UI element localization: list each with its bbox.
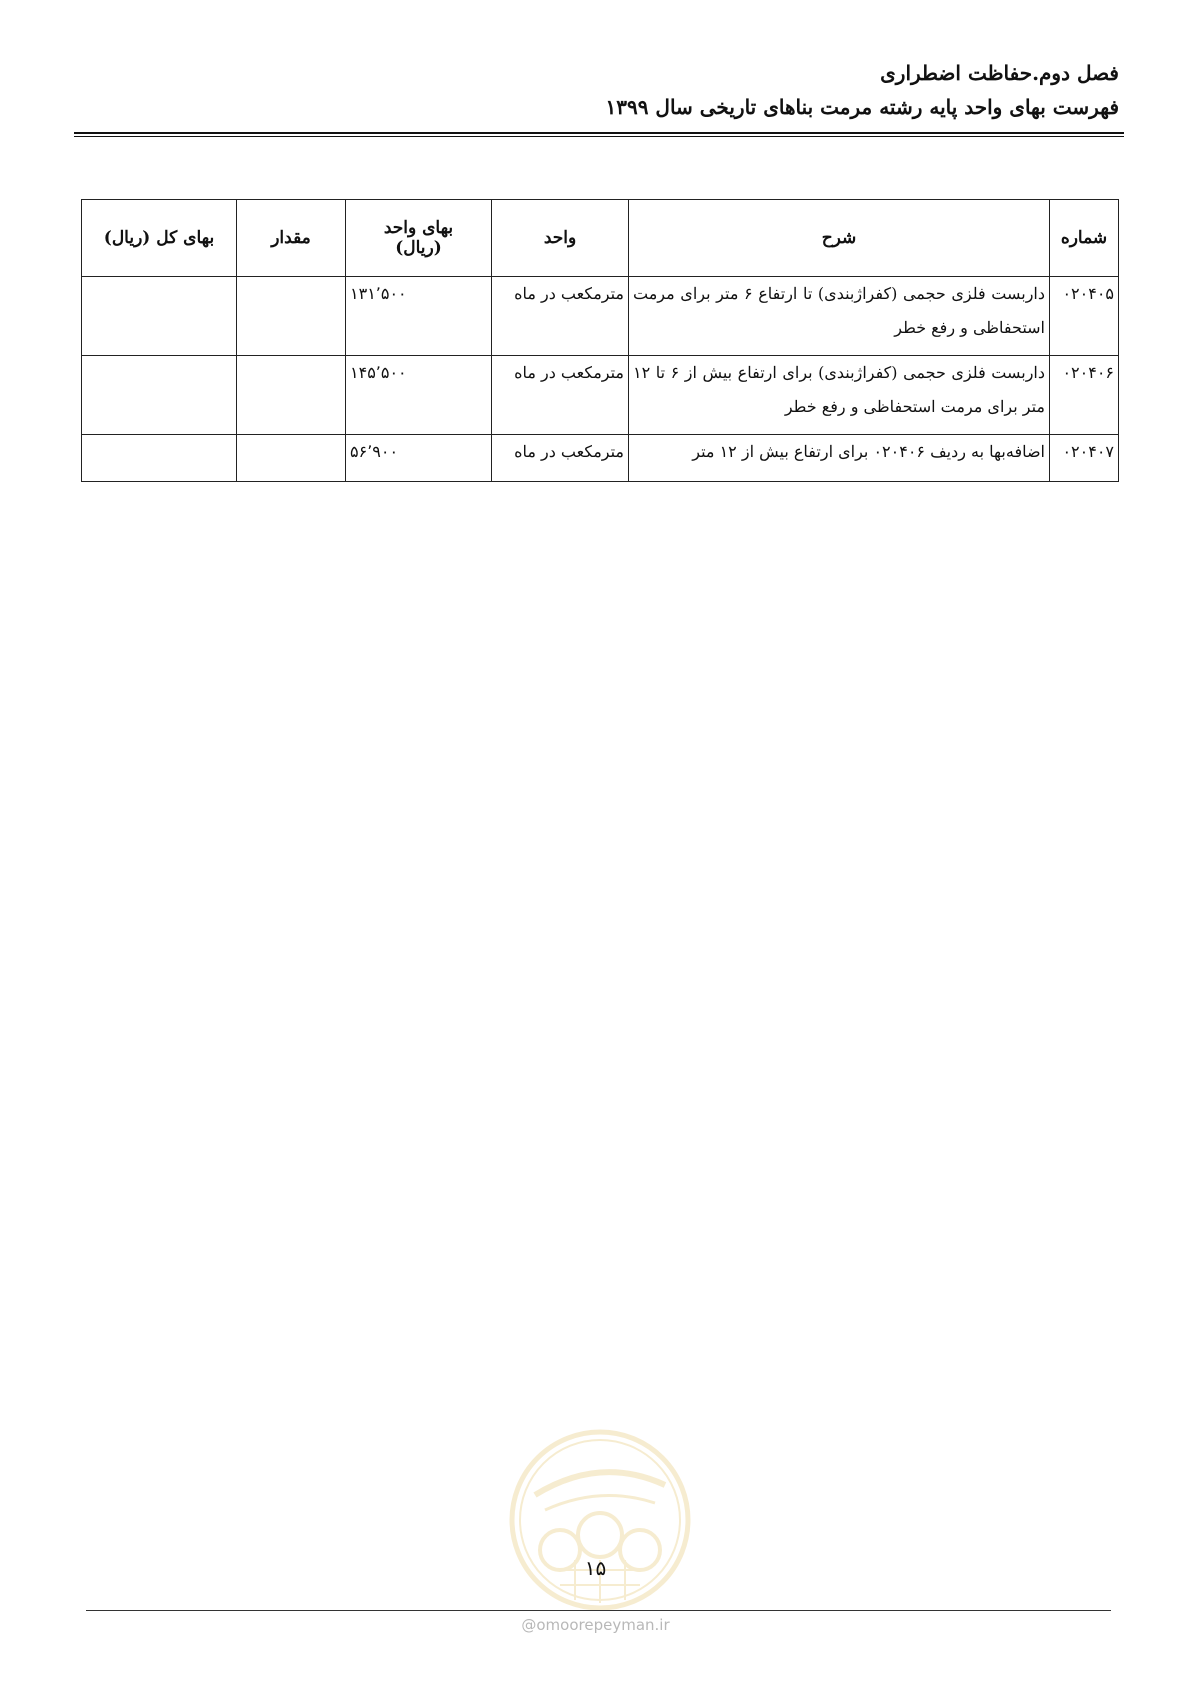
page-number: ۱۵ — [584, 1556, 607, 1580]
row-unit: مترمکعب در ماه — [492, 356, 629, 435]
table-row — [82, 435, 1119, 482]
col-unit-header: واحد — [492, 200, 629, 277]
unit-price-label: بهای واحد — [383, 218, 454, 238]
col-total-header: بهای کل (ریال) — [82, 200, 237, 277]
row-number: ۰۲۰۴۰۵ — [1050, 277, 1119, 356]
row-description: اضافه‌بها به ردیف ۰۲۰۴۰۶ برای ارتفاع بیش از ۱۲ متر — [629, 435, 1050, 482]
row-total-price — [82, 356, 237, 435]
row-number: ۰۲۰۴۰۷ — [1050, 435, 1119, 482]
table-row — [82, 356, 1119, 435]
col-unit-price-header — [346, 200, 492, 277]
document-title: فهرست بهای واحد پایه رشته مرمت بناهای تاریخی سال ۱۳۹۹ — [605, 95, 1119, 119]
chapter-title: فصل دوم.حفاظت اضطراری — [880, 61, 1119, 85]
row-description: داربست فلزی حجمی (کفراژبندی) برای ارتفاع بیش از ۶ تا ۱۲ متر برای مرمت استحفاظی و رفع خطر — [629, 356, 1050, 435]
footer-rule — [86, 1610, 1111, 1611]
row-unit-price: ۵۶٬۹۰۰ — [346, 435, 492, 482]
col-number-header: شماره — [1050, 200, 1119, 277]
row-quantity — [237, 277, 346, 356]
row-unit-price: ۱۳۱٬۵۰۰ — [346, 277, 492, 356]
unit-price-currency: (ریال) — [395, 238, 442, 258]
row-quantity — [237, 435, 346, 482]
seal-watermark-icon — [505, 1425, 695, 1615]
row-description: داربست فلزی حجمی (کفراژبندی) تا ارتفاع ۶ متر برای مرمت استحفاظی و رفع خطر — [629, 277, 1050, 356]
row-unit-price: ۱۴۵٬۵۰۰ — [346, 356, 492, 435]
row-total-price — [82, 277, 237, 356]
row-number: ۰۲۰۴۰۶ — [1050, 356, 1119, 435]
col-quantity-header: مقدار — [237, 200, 346, 277]
website-watermark: @omoorepeyman.ir — [521, 1616, 670, 1634]
header-rule — [74, 132, 1124, 137]
row-unit: مترمکعب در ماه — [492, 435, 629, 482]
table-row — [82, 277, 1119, 356]
col-description-header: شرح — [629, 200, 1050, 277]
price-table — [81, 199, 1119, 482]
table-header-row — [82, 200, 1119, 277]
page-header — [69, 56, 1119, 124]
row-unit: مترمکعب در ماه — [492, 277, 629, 356]
row-total-price — [82, 435, 237, 482]
row-quantity — [237, 356, 346, 435]
